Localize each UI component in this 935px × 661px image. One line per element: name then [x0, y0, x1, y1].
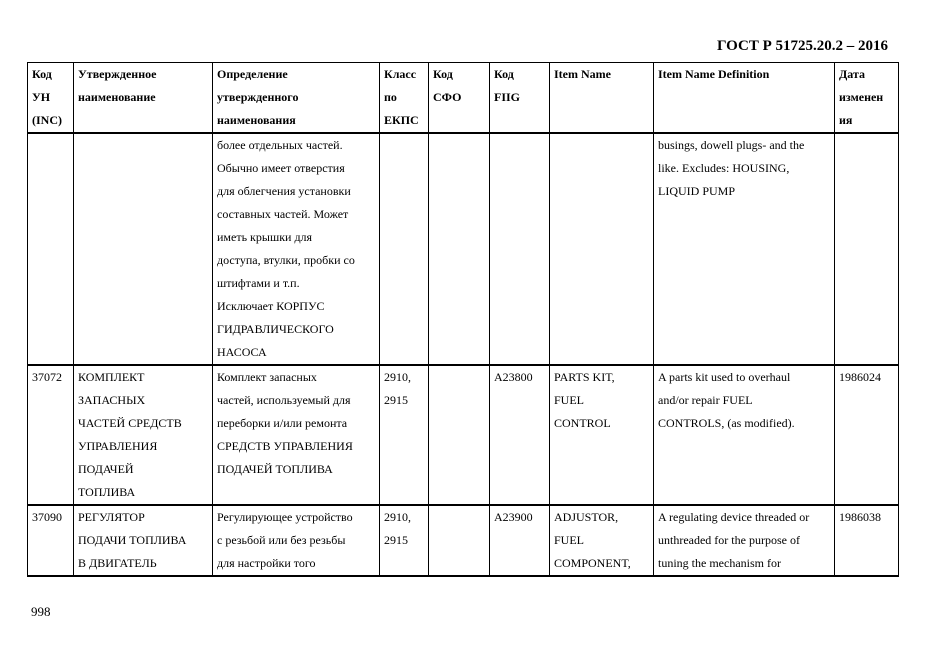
header-line: FIIG: [494, 90, 521, 104]
header-line: Дата: [839, 67, 865, 81]
cell-line: ADJUSTOR,: [554, 510, 619, 524]
cell-line: ЗАПАСНЫХ: [78, 393, 146, 407]
cell-line: LIQUID PUMP: [658, 184, 736, 198]
column-header: [835, 63, 899, 134]
table-cell: [835, 505, 899, 576]
header-line: Код: [32, 67, 52, 81]
data-table: [27, 62, 899, 577]
cell-line: A23800: [494, 370, 533, 384]
column-header: [28, 63, 74, 134]
column-header: [429, 63, 490, 134]
cell-line: доступа, втулки, пробки со: [217, 253, 355, 267]
cell-line: штифтами и т.п.: [217, 276, 300, 290]
table-cell: [429, 365, 490, 505]
column-header: [550, 63, 654, 134]
cell-line: CONTROLS, (as modified).: [658, 416, 795, 430]
cell-line: COMPONENT,: [554, 556, 631, 570]
table-row: [28, 365, 899, 505]
cell-line: 2910,: [384, 370, 411, 384]
cell-line: составных частей. Может: [217, 207, 349, 221]
header-line: Код: [494, 67, 514, 81]
header-line: наименования: [217, 113, 296, 127]
cell-line: ПОДАЧЕЙ: [78, 462, 134, 476]
table-cell: [28, 365, 74, 505]
header-line: Item Name: [554, 67, 611, 81]
cell-line: and/or repair FUEL: [658, 393, 753, 407]
page-number: 998: [31, 604, 51, 619]
table-cell: [213, 133, 380, 365]
table-cell: [550, 365, 654, 505]
cell-line: PARTS KIT,: [554, 370, 615, 384]
table-cell: [654, 505, 835, 576]
table-cell: [380, 133, 429, 365]
cell-line: ЧАСТЕЙ СРЕДСТВ: [78, 416, 182, 430]
cell-line: unthreaded for the purpose of: [658, 533, 800, 547]
table-cell: [380, 505, 429, 576]
table-cell: [654, 133, 835, 365]
cell-line: Обычно имеет отверстия: [217, 161, 345, 175]
header-line: СФО: [433, 90, 462, 104]
table-body: [28, 133, 899, 576]
cell-line: с резьбой или без резьбы: [217, 533, 346, 547]
column-header: [213, 63, 380, 134]
table-cell: [550, 133, 654, 365]
cell-line: 2915: [384, 393, 408, 407]
cell-line: 37072: [32, 370, 62, 384]
cell-line: A23900: [494, 510, 533, 524]
cell-line: A parts kit used to overhaul: [658, 370, 791, 384]
table-cell: [654, 365, 835, 505]
table-cell: [74, 133, 213, 365]
cell-line: НАСОСА: [217, 345, 267, 359]
table-cell: [835, 133, 899, 365]
column-header: [74, 63, 213, 134]
column-header: [654, 63, 835, 134]
table-cell: [380, 365, 429, 505]
cell-line: FUEL: [554, 533, 584, 547]
cell-line: СРЕДСТВ УПРАВЛЕНИЯ: [217, 439, 353, 453]
table-cell: [74, 505, 213, 576]
cell-line: 1986024: [839, 370, 881, 384]
cell-line: УПРАВЛЕНИЯ: [78, 439, 158, 453]
header-line: Утвержденное: [78, 67, 157, 81]
table-cell: [429, 133, 490, 365]
cell-line: иметь крышки для: [217, 230, 313, 244]
cell-line: для облегчения установки: [217, 184, 351, 198]
table-cell: [490, 365, 550, 505]
cell-line: частей, используемый для: [217, 393, 351, 407]
header-line: по: [384, 90, 397, 104]
table-cell: [490, 133, 550, 365]
header-line: утвержденного: [217, 90, 299, 104]
cell-line: 2915: [384, 533, 408, 547]
table-cell: [213, 505, 380, 576]
cell-line: ГИДРАВЛИЧЕСКОГО: [217, 322, 334, 336]
table-header-row: [28, 63, 899, 134]
header-line: УН: [32, 90, 51, 104]
table-cell: [835, 365, 899, 505]
header-line: ия: [839, 113, 853, 127]
column-header: [380, 63, 429, 134]
cell-line: like. Excludes: HOUSING,: [658, 161, 790, 175]
table-cell: [490, 505, 550, 576]
header-line: изменен: [839, 90, 884, 104]
column-header: [490, 63, 550, 134]
header-line: наименование: [78, 90, 156, 104]
cell-line: ТОПЛИВА: [78, 485, 136, 499]
header-line: (INC): [32, 113, 62, 127]
cell-line: tuning the mechanism for: [658, 556, 781, 570]
table-row: [28, 505, 899, 576]
header-line: ЕКПС: [384, 113, 419, 127]
cell-line: ПОДАЧИ ТОПЛИВА: [78, 533, 187, 547]
cell-line: Регулирующее устройство: [217, 510, 353, 524]
cell-line: busings, dowell plugs- and the: [658, 138, 805, 152]
cell-line: Исключает КОРПУС: [217, 299, 325, 313]
table-cell: [28, 505, 74, 576]
table-row: [28, 133, 899, 365]
cell-line: 2910,: [384, 510, 411, 524]
table-cell: [550, 505, 654, 576]
table-cell: [28, 133, 74, 365]
header-line: Класс: [384, 67, 417, 81]
cell-line: A regulating device threaded or: [658, 510, 810, 524]
cell-line: переборки и/или ремонта: [217, 416, 348, 430]
cell-line: РЕГУЛЯТОР: [78, 510, 145, 524]
header-line: Код: [433, 67, 453, 81]
table-cell: [429, 505, 490, 576]
document-header: ГОСТ Р 51725.20.2 – 2016: [716, 38, 888, 54]
cell-line: FUEL: [554, 393, 584, 407]
cell-line: 37090: [32, 510, 62, 524]
header-line: Item Name Definition: [658, 67, 770, 81]
table-cell: [213, 365, 380, 505]
cell-line: CONTROL: [554, 416, 611, 430]
cell-line: более отдельных частей.: [217, 138, 343, 152]
table-cell: [74, 365, 213, 505]
cell-line: Комплект запасных: [217, 370, 317, 384]
cell-line: КОМПЛЕКТ: [78, 370, 145, 384]
cell-line: ПОДАЧЕЙ ТОПЛИВА: [217, 462, 333, 476]
cell-line: 1986038: [839, 510, 881, 524]
cell-line: В ДВИГАТЕЛЬ: [78, 556, 157, 570]
cell-line: для настройки того: [217, 556, 316, 570]
header-line: Определение: [217, 67, 288, 81]
